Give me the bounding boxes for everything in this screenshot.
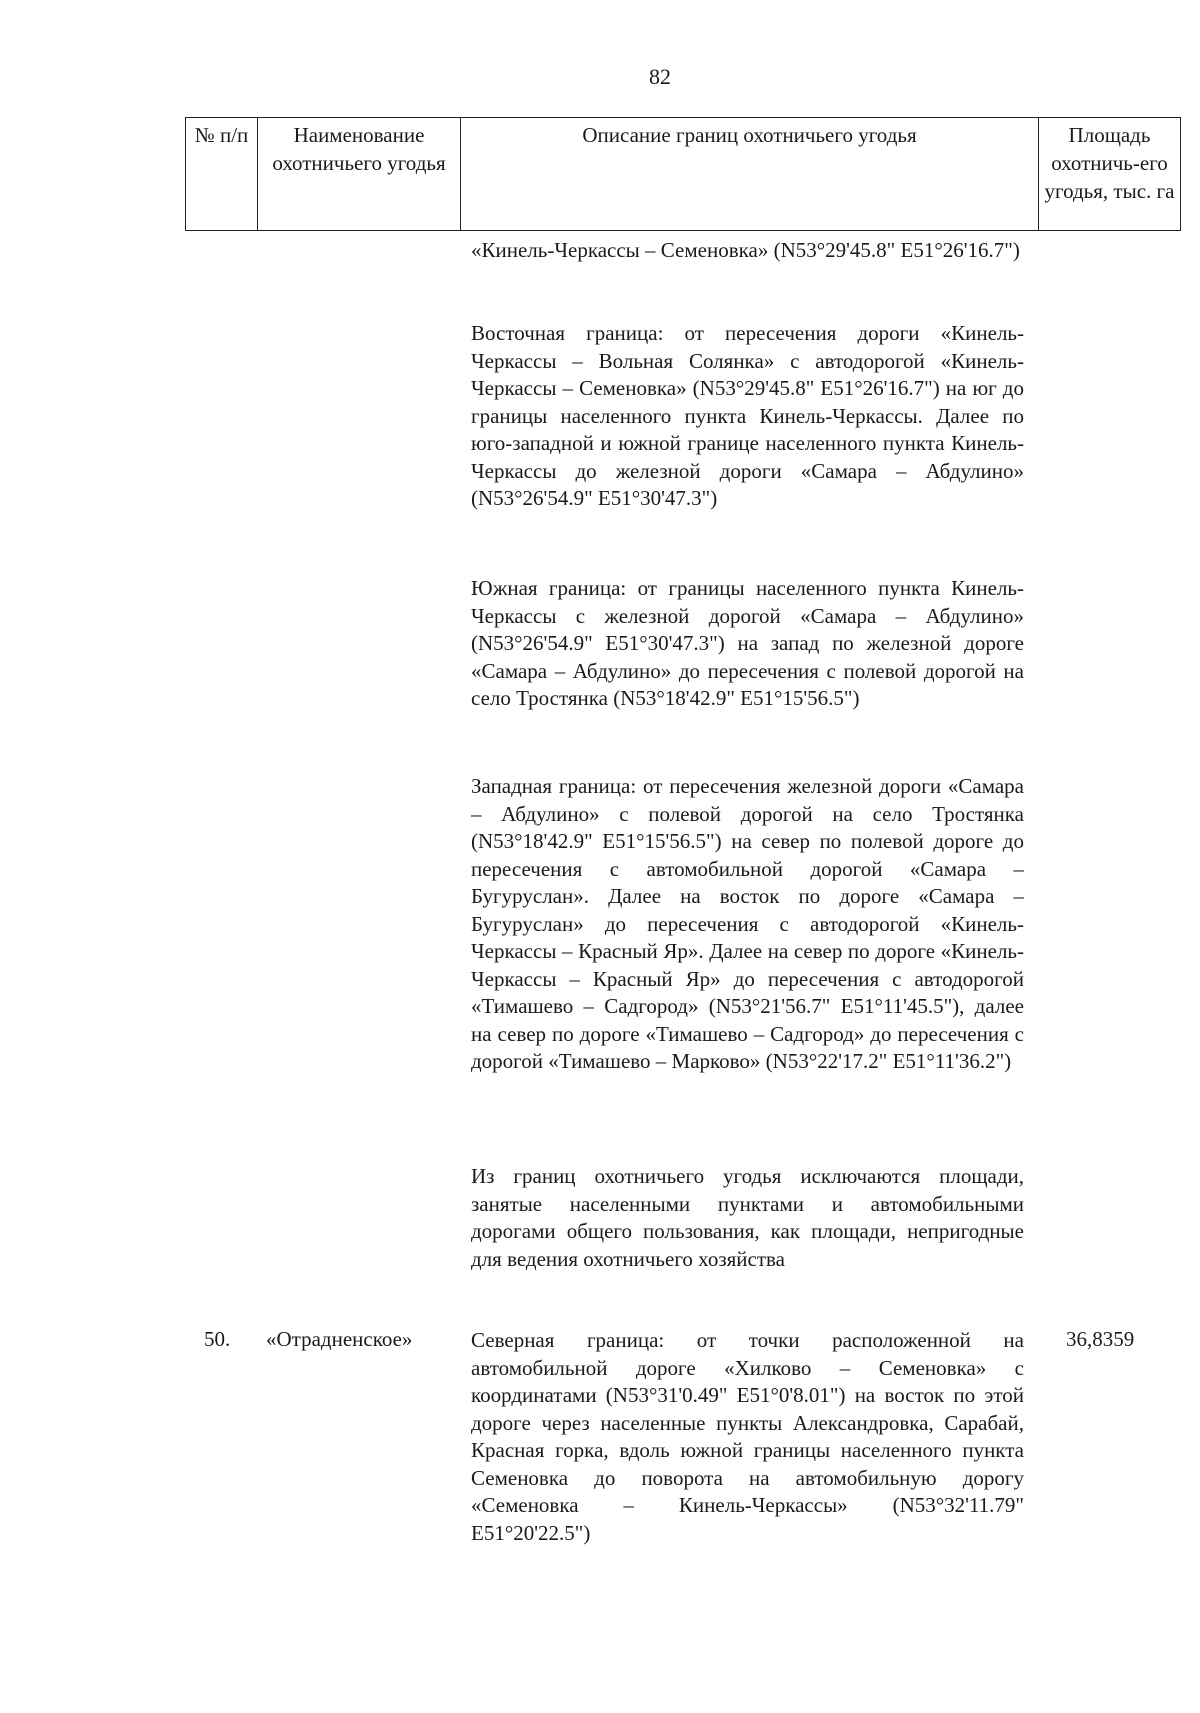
- row-50-number: 50.: [204, 1327, 231, 1351]
- description-continuation: «Кинель-Черкассы – Семеновка» (N53°29'45.8" E51°26'16.7"): [471, 238, 1020, 262]
- west-boundary-paragraph: Западная граница: от пересечения железной дороги «Самара – Абдулино» с полевой дорогой на село Тростянка (N53°18'42.9" E51°15'56.5") на север по полевой дороге до пересечения с автомобильной дорогой «Самара – Бугуруслан». Далее на восток по дороге «Самара – Бугуруслан» до пересечения с автодорогой «Кинель-Черкассы – Красный Яр». Далее на север по дороге «Кинель-Черкассы – Красный Яр» до пересечения с автодорогой «Тимашево – Садгород» (N53°21'56.7" E51°11'45.5"), далее на север по дороге «Тимашево – Садгород» до пересечения с дорогой «Тимашево – Марково» (N53°22'17.2" E51°11'36.2"): [471, 774, 1024, 1073]
- south-boundary-paragraph: Южная граница: от границы населенного пункта Кинель-Черкассы с железной дорогой «Самара – Абдулино» (N53°26'54.9" E51°30'47.3") на запад по железной дороге «Самара – Абдулино» до пересечения с полевой дорогой на село Тростянка (N53°18'42.9" E51°15'56.5"): [471, 576, 1024, 710]
- header-name: Наименование охотничьего угодья: [258, 118, 461, 230]
- header-description: Описание границ охотничьего угодья: [461, 118, 1039, 230]
- east-boundary-paragraph: Восточная граница: от пересечения дороги «Кинель-Черкассы – Вольная Солянка» с автодорогой «Кинель-Черкассы – Семеновка» (N53°29'45.8" E51°26'16.7") на юг до границы населенного пункта Кинель-Черкассы. Далее по юго-западной и южной границе населенного пункта Кинель-Черкассы до железной дороги «Самара – Абдулино» (N53°26'54.9" E51°30'47.3"): [471, 321, 1024, 510]
- header-number: № п/п: [186, 118, 258, 230]
- table-header: [185, 117, 1181, 231]
- row-50-name: «Отрадненское»: [266, 1327, 413, 1351]
- exclusion-paragraph: Из границ охотничьего угодья исключаются площади, занятые населенными пунктами и автомобильными дорогами общего пользования, как площади, непригодные для ведения охотничьего хозяйства: [471, 1164, 1024, 1271]
- page-number: 82: [649, 64, 671, 89]
- row-50-north-boundary: Северная граница: от точки расположенной на автомобильной дороге «Хилково – Семеновка» с координатами (N53°31'0.49" E51°0'8.01") на восток по этой дороге через населенные пункты Александровка, Сарабай, Красная горка, вдоль южной границы населенного пункта Семеновка до поворота на автомобильную дорогу «Семеновка – Кинель-Черкассы» (N53°32'11.79" E51°20'22.5"): [471, 1328, 1024, 1545]
- row-50-area: 36,8359: [1066, 1327, 1135, 1351]
- header-area: Площадь охотничь-его угодья, тыс. га: [1044, 123, 1175, 203]
